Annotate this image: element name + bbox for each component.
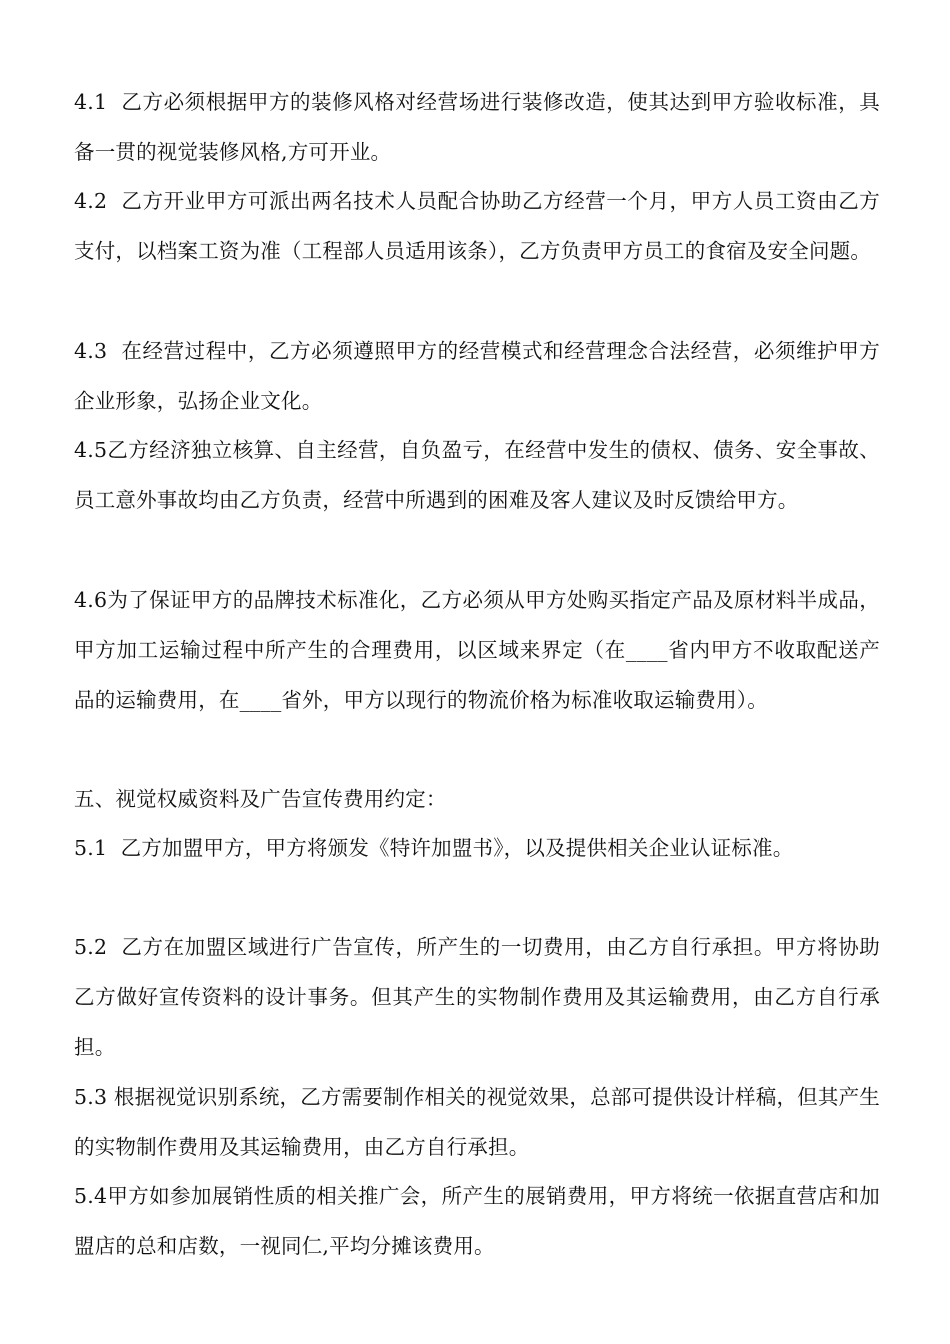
clause-4-5: 4.5乙方经济独立核算、自主经营，自负盈亏，在经营中发生的债权、债务、安全事故、员工意外事故均由乙方负责，经营中所遇到的困难及客人建议及时反馈给甲方。 bbox=[74, 438, 880, 512]
clause-4-3: 4.3 在经营过程中，乙方必须遵照甲方的经营模式和经营理念合法经营，必须维护甲方企业形象，弘扬企业文化。 bbox=[74, 339, 880, 413]
clause-5-3: 5.3 根据视觉识别系统，乙方需要制作相关的视觉效果，总部可提供设计样稿，但其产生的实物制作费用及其运输费用，由乙方自行承担。 bbox=[74, 1085, 880, 1159]
clause-4-2: 4.2 乙方开业甲方可派出两名技术人员配合协助乙方经营一个月，甲方人员工资由乙方支付，以档案工资为准（工程部人员适用该条），乙方负责甲方员工的食宿及安全问题。 bbox=[74, 189, 880, 263]
clause-5-1: 5.1 乙方加盟甲方，甲方将颁发《特许加盟书》，以及提供相关企业认证标准。 bbox=[74, 836, 794, 860]
clause-4-1: 4.1 乙方必须根据甲方的装修风格对经营场进行装修改造，使其达到甲方验收标准，具备一贯的视觉装修风格,方可开业。 bbox=[74, 90, 880, 164]
clause-5-4: 5.4甲方如参加展销性质的相关推广会，所产生的展销费用，甲方将统一依据直营店和加盟店的总和店数，一视同仁,平均分摊该费用。 bbox=[74, 1184, 880, 1258]
clause-4-6: 4.6为了保证甲方的品牌技术标准化，乙方必须从甲方处购买指定产品及原材料半成品，甲方加工运输过程中所产生的合理费用，以区域来界定（在____省内甲方不收取配送产品的运输费用，在____省外，甲方以现行的物流价格为标准收取运输费用）。 bbox=[74, 588, 880, 712]
clause-5-2: 5.2 乙方在加盟区域进行广告宣传，所产生的一切费用，由乙方自行承担。甲方将协助乙方做好宣传资料的设计事务。但其产生的实物制作费用及其运输费用，由乙方自行承担。 bbox=[74, 935, 880, 1059]
section-5-heading: 五、视觉权威资料及广告宣传费用约定： bbox=[74, 787, 447, 811]
